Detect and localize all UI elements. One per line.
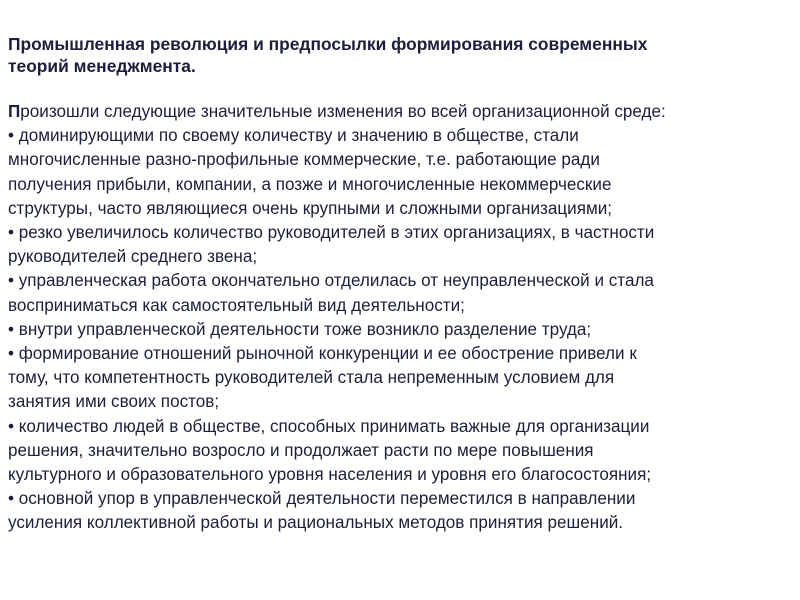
body-line: культурного и образовательного уровня населения и уровня его благосостояния; — [8, 465, 652, 485]
body-line: • основной упор в управленческой деятельности переместился в направлении — [8, 489, 636, 509]
body-line: усиления коллективной работы и рациональных методов принятия решений. — [8, 513, 624, 533]
intro-text: роизошли следующие значительные изменения во всей организационной среде: — [20, 102, 666, 121]
body-line: • доминирующими по своему количеству и значению в обществе, стали — [8, 126, 579, 146]
body-line: • резко увеличилось количество руководителей в этих организациях, в частности — [8, 223, 655, 243]
body-line: получения прибыли, компании, а позже и многочисленные некоммерческие — [8, 174, 612, 194]
title-line: Промышленная революция и предпосылки формирования современных — [8, 34, 648, 54]
slide-body — [8, 100, 792, 536]
body-line: тому, что компетентность руководителей стала непременным условием для — [8, 368, 615, 388]
body-line: • управленческая работа окончательно отделилась от неуправленческой и стала — [8, 271, 654, 291]
body-line: структуры, часто являющиеся очень крупными и сложными организациями; — [8, 198, 612, 218]
body-line: • формирование отношений рыночной конкуренции и ее обострение привели к — [8, 344, 637, 364]
body-line: занятия ими своих постов; — [8, 392, 220, 412]
intro-line — [8, 100, 792, 124]
body-line: восприниматься как самостоятельный вид деятельности; — [8, 295, 465, 315]
body-line: решения, значительно возросло и продолжает расти по мере повышения — [8, 440, 594, 460]
body-line: многочисленные разно-профильные коммерческие, т.е. работающие ради — [8, 150, 600, 170]
body-line: • внутри управленческой деятельности тоже возникло разделение труда; — [8, 319, 592, 339]
intro-first-letter: П — [8, 102, 21, 121]
body-line: руководителей среднего звена; — [8, 247, 258, 267]
body-line: • количество людей в обществе, способных принимать важные для организации — [8, 416, 650, 436]
title-line: теорий менеджмента. — [8, 56, 196, 76]
slide-title — [8, 33, 788, 77]
